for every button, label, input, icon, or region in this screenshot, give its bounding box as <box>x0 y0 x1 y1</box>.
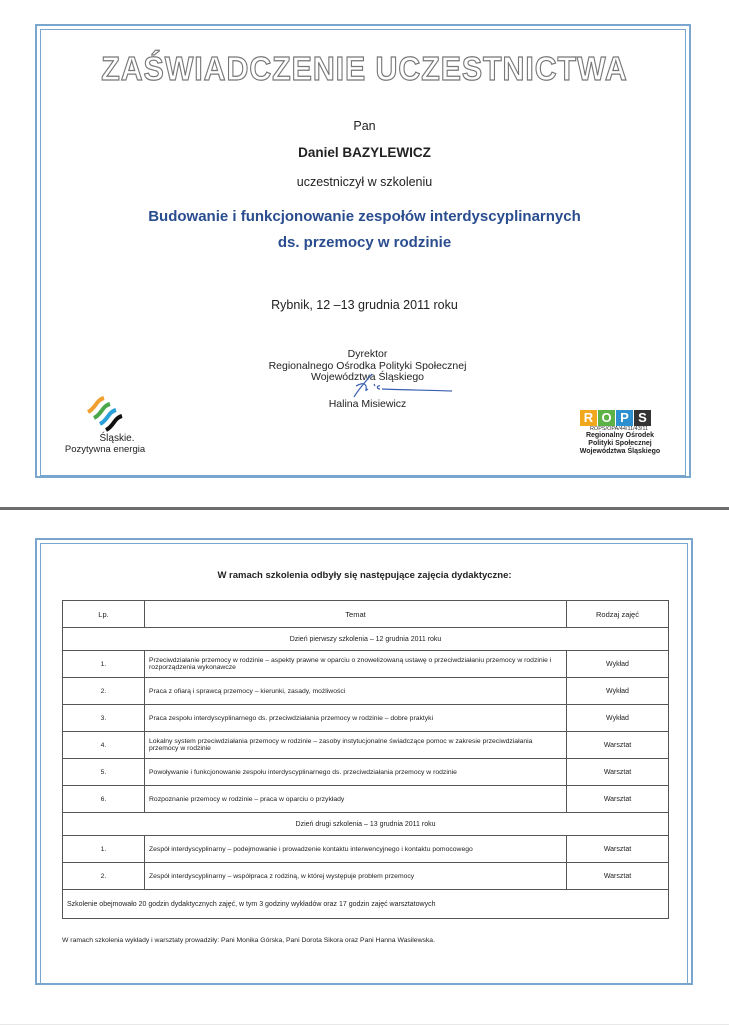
instructors-note: W ramach szkolenia wykłady i warsztaty prowadziły: Pani Monika Górska, Pani Dorota Sikora oraz Pani Hanna Wasilewska. <box>62 937 435 944</box>
table-row <box>63 786 669 813</box>
row-type: Warsztat <box>567 836 669 863</box>
row-lp: 4. <box>63 732 145 759</box>
schedule-table <box>62 600 669 919</box>
participation-text: uczestniczył w szkoleniu <box>296 175 433 189</box>
participant-name: Daniel BAZYLEWICZ <box>298 145 431 160</box>
column-header-lp: Lp. <box>63 601 145 628</box>
day2-label: Dzień drugi szkolenia – 13 grudnia 2011 roku <box>63 813 669 836</box>
table-row <box>63 651 669 678</box>
rops-letter: O <box>598 410 615 426</box>
row-lp: 5. <box>63 759 145 786</box>
row-topic: Praca z ofiarą i sprawcą przemocy – kierunki, zasady, możliwości <box>145 678 567 705</box>
table-row <box>63 863 669 890</box>
rops-letter: R <box>580 410 597 426</box>
row-topic: Zespół interdyscyplinarny – współpraca z rodziną, w której występuje problem przemocy <box>145 863 567 890</box>
schedule-heading: W ramach szkolenia odbyły się następujące zajęcia dydaktyczne: <box>217 570 512 581</box>
day-header-row <box>63 628 669 651</box>
rops-name-line1: Regionalny Ośrodek <box>585 432 655 439</box>
row-type: Wykład <box>567 705 669 732</box>
row-type: Warsztat <box>567 863 669 890</box>
row-type: Warsztat <box>567 786 669 813</box>
course-title-line2: ds. przemocy w rodzinie <box>277 234 452 251</box>
slaskie-logo-tagline: Pozytywna energia <box>64 444 146 455</box>
salutation: Pan <box>353 119 376 133</box>
rops-name-line2: Polityki Społecznej <box>588 440 652 447</box>
certificate-title: ZAŚWIADCZENIE UCZESTNICTWA <box>101 50 628 87</box>
signatory-title: Dyrektor <box>347 348 388 360</box>
row-topic: Lokalny system przeciwdziałania przemocy w rodzinie – zasoby instytucjonalne świadczące pomoc w zakresie przeciwdziałania przemocy w rodzinie <box>145 732 567 759</box>
table-row <box>63 836 669 863</box>
slaskie-logo-text: Śląskie. <box>99 433 135 444</box>
signatory-name: Halina Misiewicz <box>328 398 407 410</box>
day1-label: Dzień pierwszy szkolenia – 12 grudnia 2011 roku <box>63 628 669 651</box>
signatory-institution: Regionalnego Ośrodka Polityki Społecznej <box>268 360 467 372</box>
row-type: Wykład <box>567 651 669 678</box>
rops-letter: S <box>634 410 651 426</box>
rops-logo <box>580 410 652 426</box>
place-date: Rybnik, 12 –13 grudnia 2011 roku <box>271 298 458 312</box>
row-type: Wykład <box>567 678 669 705</box>
table-row <box>63 759 669 786</box>
course-title-line1: Budowanie i funkcjonowanie zespołów interdyscyplinarnych <box>148 208 581 225</box>
column-header-topic: Temat <box>145 601 567 628</box>
row-lp: 3. <box>63 705 145 732</box>
table-row <box>63 678 669 705</box>
day-header-row <box>63 813 669 836</box>
table-row <box>63 732 669 759</box>
rops-name-line3: Województwa Śląskiego <box>579 448 661 455</box>
signatory-region: Województwa Śląskiego <box>310 371 425 383</box>
table-row <box>63 705 669 732</box>
row-topic: Powoływanie i funkcjonowanie zespołu interdyscyplinarnego ds. przeciwdziałania przemocy w rodzinie <box>145 759 567 786</box>
row-lp: 6. <box>63 786 145 813</box>
row-lp: 2. <box>63 678 145 705</box>
rops-code: ROPS/OPA/44/11/43/11 <box>589 426 649 432</box>
certificate-page <box>0 0 729 508</box>
row-lp: 1. <box>63 836 145 863</box>
row-topic: Przeciwdziałanie przemocy w rodzinie – aspekty prawne w oparciu o znowelizowaną ustawę o przeciwdziałaniu przemocy w rodzinie i rozporządzenia wykonawcze <box>145 651 567 678</box>
column-header-type: Rodzaj zajęć <box>567 601 669 628</box>
rops-letter: P <box>616 410 633 426</box>
row-lp: 2. <box>63 863 145 890</box>
table-header-row <box>63 601 669 628</box>
row-lp: 1. <box>63 651 145 678</box>
row-topic: Zespół interdyscyplinarny – podejmowanie i prowadzenie kontaktu interwencyjnego i kontaktu pomocowego <box>145 836 567 863</box>
row-topic: Rozpoznanie przemocy w rodzinie – praca w oparciu o przykłady <box>145 786 567 813</box>
summary-row <box>63 890 669 919</box>
row-type: Warsztat <box>567 732 669 759</box>
summary-text: Szkolenie obejmowało 20 godzin dydaktycznych zajęć, w tym 3 godziny wykładów oraz 17 godzin zajęć warsztatowych <box>63 890 669 919</box>
row-type: Warsztat <box>567 759 669 786</box>
row-topic: Praca zespołu interdyscyplinarnego ds. przeciwdziałania przemocy w rodzinie – dobre praktyki <box>145 705 567 732</box>
